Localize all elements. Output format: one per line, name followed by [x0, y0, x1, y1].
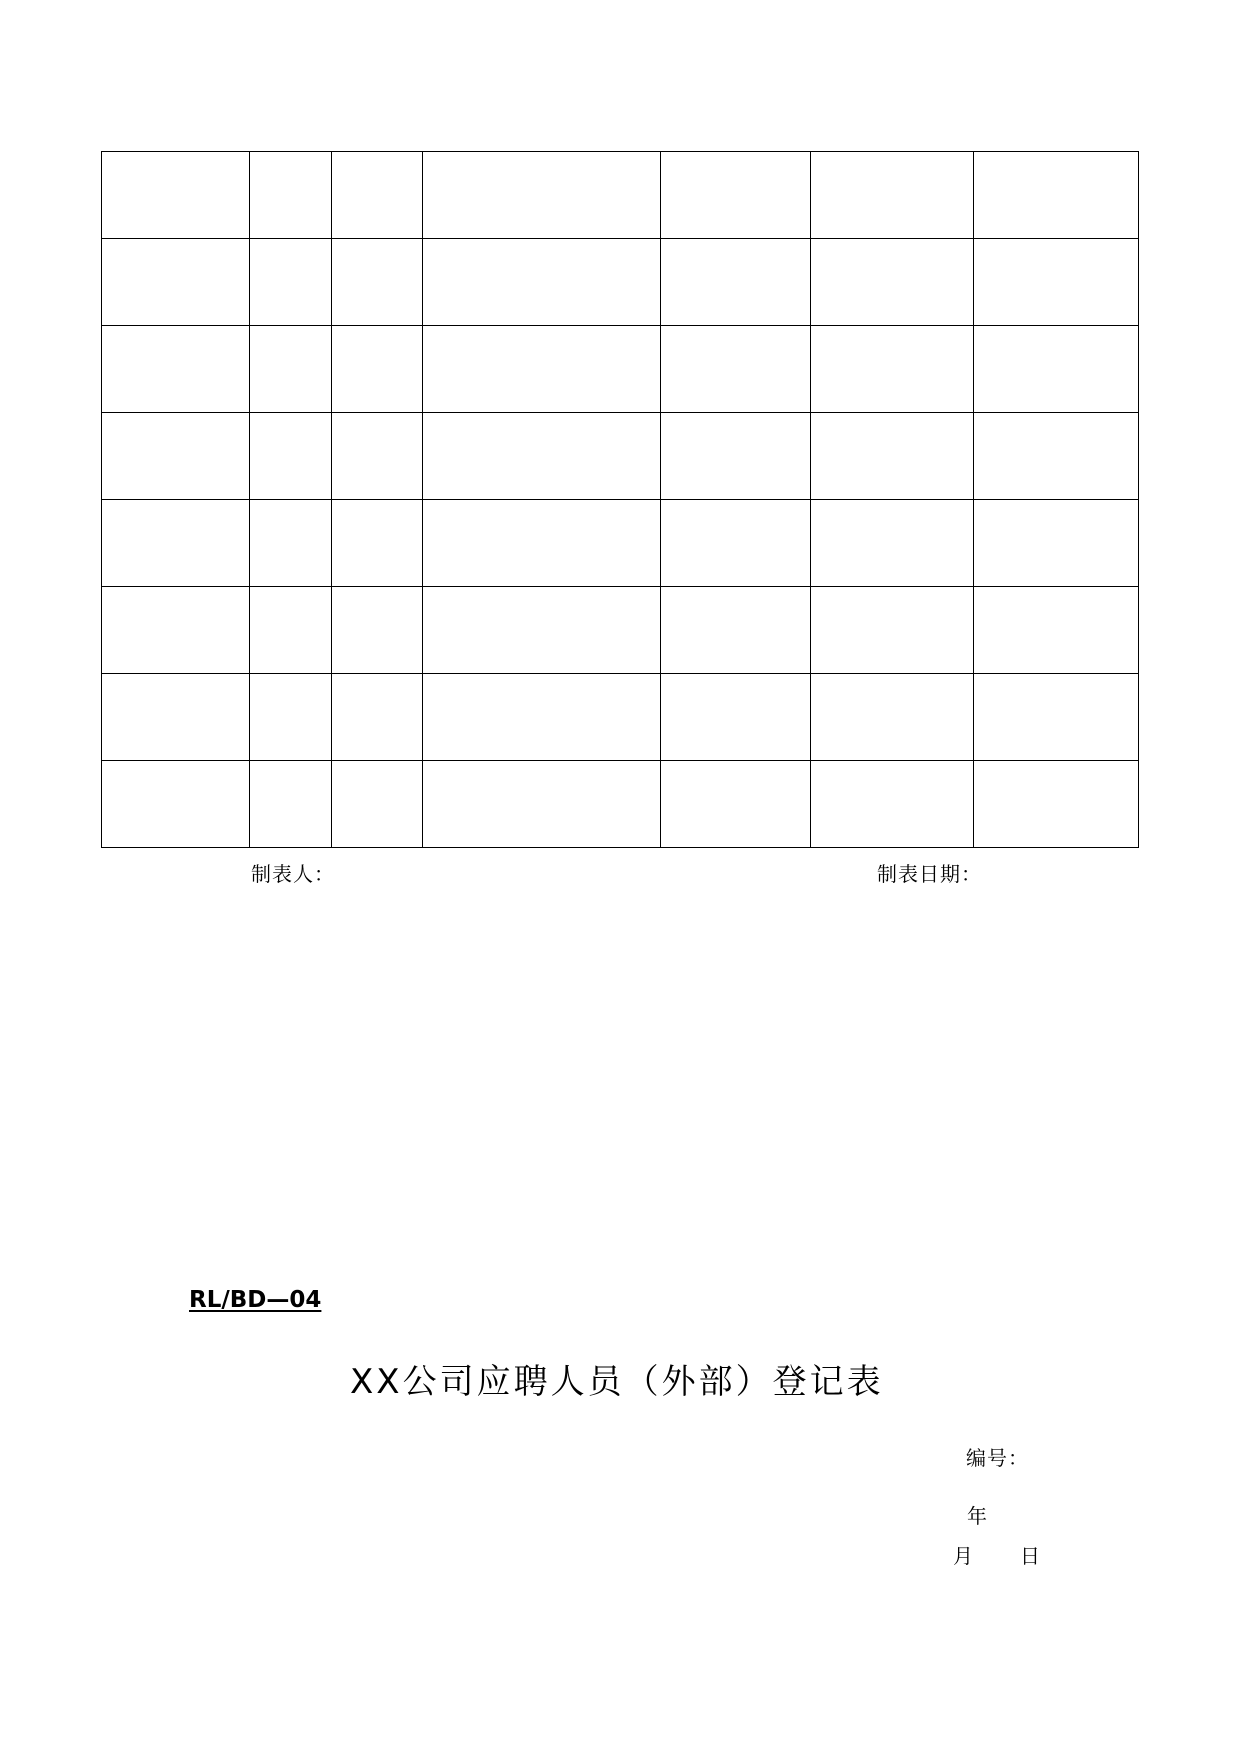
table-cell	[423, 326, 661, 413]
table-cell	[250, 413, 332, 500]
table-cell	[811, 761, 974, 848]
table-cell	[811, 413, 974, 500]
table-cell	[332, 152, 423, 239]
table-row	[102, 239, 1139, 326]
table-cell	[661, 152, 811, 239]
form-code: RL/BD—04	[189, 1287, 322, 1313]
table-cell	[332, 326, 423, 413]
table-cell	[661, 674, 811, 761]
table-cell	[811, 239, 974, 326]
table-cell	[102, 500, 250, 587]
table-cell	[250, 326, 332, 413]
table-cell	[974, 761, 1139, 848]
table-cell	[332, 413, 423, 500]
table-cell	[332, 761, 423, 848]
table-cell	[332, 239, 423, 326]
table-row	[102, 326, 1139, 413]
table-cell	[332, 674, 423, 761]
table-cell	[102, 413, 250, 500]
table-cell	[423, 152, 661, 239]
table-cell	[102, 587, 250, 674]
table-cell	[811, 152, 974, 239]
table-row	[102, 152, 1139, 239]
table-cell	[250, 587, 332, 674]
day-label: 日	[1020, 1544, 1041, 1568]
table-cell	[250, 152, 332, 239]
table-row	[102, 674, 1139, 761]
table-cell	[974, 326, 1139, 413]
year-label: 年	[967, 1504, 988, 1528]
table-cell	[250, 239, 332, 326]
table-cell	[102, 152, 250, 239]
table-cell	[811, 326, 974, 413]
table-cell	[974, 674, 1139, 761]
table-cell	[423, 500, 661, 587]
table-cell	[423, 413, 661, 500]
table-cell	[102, 674, 250, 761]
prepared-date-label: 制表日期：	[877, 862, 982, 886]
table-cell	[102, 326, 250, 413]
table-cell	[423, 674, 661, 761]
table-row	[102, 761, 1139, 848]
table-cell	[661, 239, 811, 326]
prepared-by-label: 制表人：	[251, 862, 335, 886]
month-label: 月	[953, 1544, 974, 1568]
table-cell	[332, 500, 423, 587]
table-row	[102, 500, 1139, 587]
table-cell	[811, 500, 974, 587]
table-cell	[974, 239, 1139, 326]
table-cell	[332, 587, 423, 674]
table-cell	[250, 761, 332, 848]
table-cell	[661, 413, 811, 500]
table-cell	[423, 587, 661, 674]
table-cell	[974, 587, 1139, 674]
table-cell	[661, 500, 811, 587]
table-cell	[661, 587, 811, 674]
table-cell	[811, 674, 974, 761]
table-cell	[661, 326, 811, 413]
blank-record-table	[101, 151, 1139, 848]
table-row	[102, 413, 1139, 500]
table-cell	[102, 761, 250, 848]
table-cell	[661, 761, 811, 848]
table-cell	[250, 674, 332, 761]
table-cell	[250, 500, 332, 587]
table-cell	[423, 239, 661, 326]
table-cell	[974, 413, 1139, 500]
table-cell	[102, 239, 250, 326]
number-label: 编号：	[966, 1446, 1029, 1470]
table-row	[102, 587, 1139, 674]
table-cell	[811, 587, 974, 674]
form-title: XX公司应聘人员（外部）登记表	[350, 1362, 884, 1402]
table-cell	[974, 500, 1139, 587]
table-cell	[974, 152, 1139, 239]
table-cell	[423, 761, 661, 848]
